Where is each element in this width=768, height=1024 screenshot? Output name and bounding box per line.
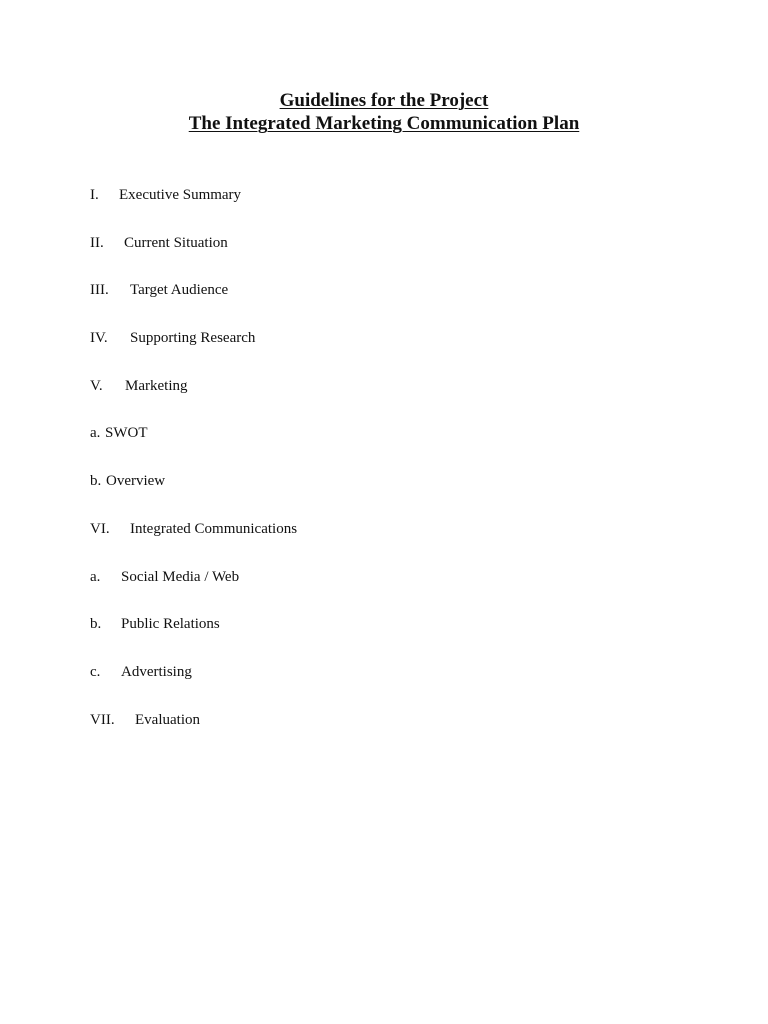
outline-marker: III.	[90, 282, 109, 299]
outline-text: Social Media / Web	[121, 568, 240, 585]
outline-text: Supporting Research	[130, 330, 256, 347]
outline-item-social-media-web	[90, 568, 690, 616]
outline-marker: b.	[90, 616, 102, 633]
outline-marker: II.	[90, 234, 104, 251]
outline-text: Marketing	[125, 377, 188, 394]
outline-marker: c.	[90, 663, 101, 680]
outline-marker: VI.	[90, 520, 110, 537]
outline-item-supporting-research	[90, 329, 690, 377]
title-block	[0, 89, 768, 135]
outline-item-public-relations	[90, 615, 690, 663]
outline-text: Target Audience	[130, 282, 229, 299]
outline-text: Current Situation	[124, 234, 228, 251]
outline-text: Evaluation	[135, 711, 200, 728]
outline-item-current-situation	[90, 234, 690, 282]
outline-item-executive-summary	[90, 186, 690, 234]
outline-text: Public Relations	[121, 616, 220, 633]
outline-text: Executive Summary	[119, 187, 242, 203]
outline-marker: a.	[90, 568, 101, 585]
outline-item-evaluation	[90, 711, 690, 759]
outline-marker: V.	[90, 377, 103, 394]
outline-item-swot	[90, 424, 690, 472]
outline-text: Advertising	[121, 663, 192, 680]
outline-marker: VII.	[90, 711, 115, 728]
outline-item-target-audience	[90, 281, 690, 329]
outline-text: Overview	[106, 473, 166, 490]
document-title: Guidelines for the Project	[279, 90, 489, 111]
outline-text: SWOT	[105, 425, 148, 442]
outline-item-advertising	[90, 663, 690, 711]
outline-marker: I.	[90, 187, 99, 203]
document-subtitle: The Integrated Marketing Communication Plan	[188, 113, 580, 134]
outline-item-overview	[90, 472, 690, 520]
outline-text: Integrated Communications	[130, 520, 298, 537]
outline-marker: b.	[90, 473, 102, 490]
outline-item-integrated-communications	[90, 520, 690, 568]
outline-marker: a.	[90, 425, 101, 442]
outline-marker: IV.	[90, 330, 108, 347]
outline-item-marketing	[90, 377, 690, 425]
outline-list	[90, 186, 690, 758]
